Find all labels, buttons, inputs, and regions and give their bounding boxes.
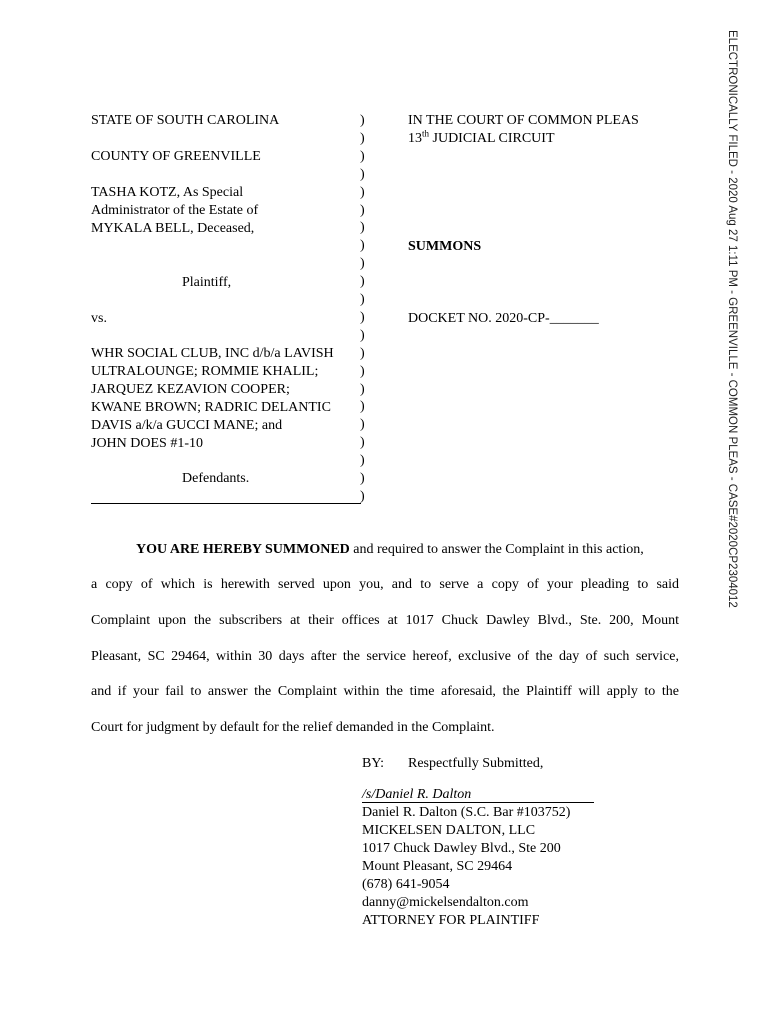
caption-paren: ) bbox=[360, 166, 365, 182]
caption-paren: ) bbox=[360, 238, 365, 254]
caption-paren: ) bbox=[360, 453, 365, 469]
summoned-lead: YOU ARE HEREBY SUMMONED bbox=[136, 542, 350, 557]
body-line-3: Complaint upon the subscribers at their offices at 1017 Chuck Dawley Blvd., Ste. 200, Mount bbox=[91, 613, 679, 628]
caption-paren: ) bbox=[360, 399, 365, 415]
body-line-1 bbox=[136, 541, 644, 558]
caption-paren: ) bbox=[360, 488, 365, 504]
caption-paren: ) bbox=[360, 130, 365, 146]
electronic-filing-stamp bbox=[722, 30, 742, 680]
caption-paren: ) bbox=[360, 274, 365, 290]
caption-paren: ) bbox=[360, 345, 365, 361]
firm-street: 1017 Chuck Dawley Blvd., Ste 200 bbox=[362, 841, 561, 856]
caption-bottom-rule bbox=[91, 503, 361, 504]
plaintiff-line-1: TASHA KOTZ, As Special bbox=[91, 185, 244, 200]
caption-paren: ) bbox=[360, 435, 365, 451]
defendants-label: Defendants. bbox=[182, 471, 250, 486]
by-label: BY: bbox=[362, 756, 385, 771]
defendant-line-5: DAVIS a/k/a GUCCI MANE; and bbox=[91, 418, 283, 433]
attorney-name: Daniel R. Dalton (S.C. Bar #103752) bbox=[362, 805, 571, 820]
docket-number: DOCKET NO. 2020-CP-_______ bbox=[408, 311, 599, 326]
firm-phone: (678) 641-9054 bbox=[362, 877, 450, 892]
electronic-signature: /s/Daniel R. Dalton bbox=[362, 787, 472, 802]
document-title: SUMMONS bbox=[408, 239, 482, 254]
plaintiff-line-2: Administrator of the Estate of bbox=[91, 203, 259, 218]
body-line-6: Court for judgment by default for the relief demanded in the Complaint. bbox=[91, 720, 495, 735]
defendant-line-1: WHR SOCIAL CLUB, INC d/b/a LAVISH bbox=[91, 346, 334, 361]
plaintiff-line-3: MYKALA BELL, Deceased, bbox=[91, 221, 255, 236]
caption-paren: ) bbox=[360, 202, 365, 218]
caption-paren: ) bbox=[360, 363, 365, 379]
signature-rule bbox=[362, 802, 594, 803]
caption-paren: ) bbox=[360, 417, 365, 433]
body-line-5: and if your fail to answer the Complaint within the time aforesaid, the Plaintiff will apply to the bbox=[91, 684, 679, 699]
circuit-text: JUDICIAL CIRCUIT bbox=[429, 131, 555, 146]
county-heading: COUNTY OF GREENVILLE bbox=[91, 149, 261, 164]
versus-label: vs. bbox=[91, 311, 107, 326]
caption-paren: ) bbox=[360, 256, 365, 272]
respectfully-submitted: Respectfully Submitted, bbox=[408, 756, 544, 771]
circuit-ordinal: th bbox=[422, 128, 430, 139]
law-firm: MICKELSEN DALTON, LLC bbox=[362, 823, 536, 838]
defendant-line-4: KWANE BROWN; RADRIC DELANTIC bbox=[91, 400, 331, 415]
caption-paren: ) bbox=[360, 113, 365, 128]
state-heading: STATE OF SOUTH CAROLINA bbox=[91, 113, 280, 128]
filing-stamp-text: ELECTRONICALLY FILED - 2020 Aug 27 1:11 PM - GREENVILLE - COMMON PLEAS - CASE#2020CP2304012 bbox=[726, 30, 738, 608]
defendant-line-6: JOHN DOES #1-10 bbox=[91, 436, 203, 451]
caption-paren: ) bbox=[360, 471, 365, 486]
defendant-line-2: ULTRALOUNGE; ROMMIE KHALIL; bbox=[91, 364, 319, 379]
judicial-circuit bbox=[408, 130, 555, 147]
caption-paren: ) bbox=[360, 184, 365, 200]
court-name: IN THE COURT OF COMMON PLEAS bbox=[408, 113, 639, 128]
body-line-1-rest: and required to answer the Complaint in this action, bbox=[349, 542, 644, 557]
circuit-number: 13 bbox=[408, 131, 422, 146]
body-line-4: Pleasant, SC 29464, within 30 days after the service hereof, exclusive of the day of such service, bbox=[91, 649, 679, 664]
caption-paren: ) bbox=[360, 327, 365, 343]
defendant-line-3: JARQUEZ KEZAVION COOPER; bbox=[91, 382, 290, 397]
caption-paren: ) bbox=[360, 220, 365, 236]
firm-city: Mount Pleasant, SC 29464 bbox=[362, 859, 513, 874]
caption-paren: ) bbox=[360, 292, 365, 307]
caption-paren: ) bbox=[360, 148, 365, 164]
plaintiff-label: Plaintiff, bbox=[182, 275, 232, 290]
caption-paren: ) bbox=[360, 309, 365, 325]
body-line-2: a copy of which is herewith served upon you, and to serve a copy of your pleading to said bbox=[91, 577, 679, 592]
firm-email: danny@mickelsendalton.com bbox=[362, 895, 529, 910]
caption-paren: ) bbox=[360, 381, 365, 397]
attorney-role: ATTORNEY FOR PLAINTIFF bbox=[362, 913, 540, 928]
